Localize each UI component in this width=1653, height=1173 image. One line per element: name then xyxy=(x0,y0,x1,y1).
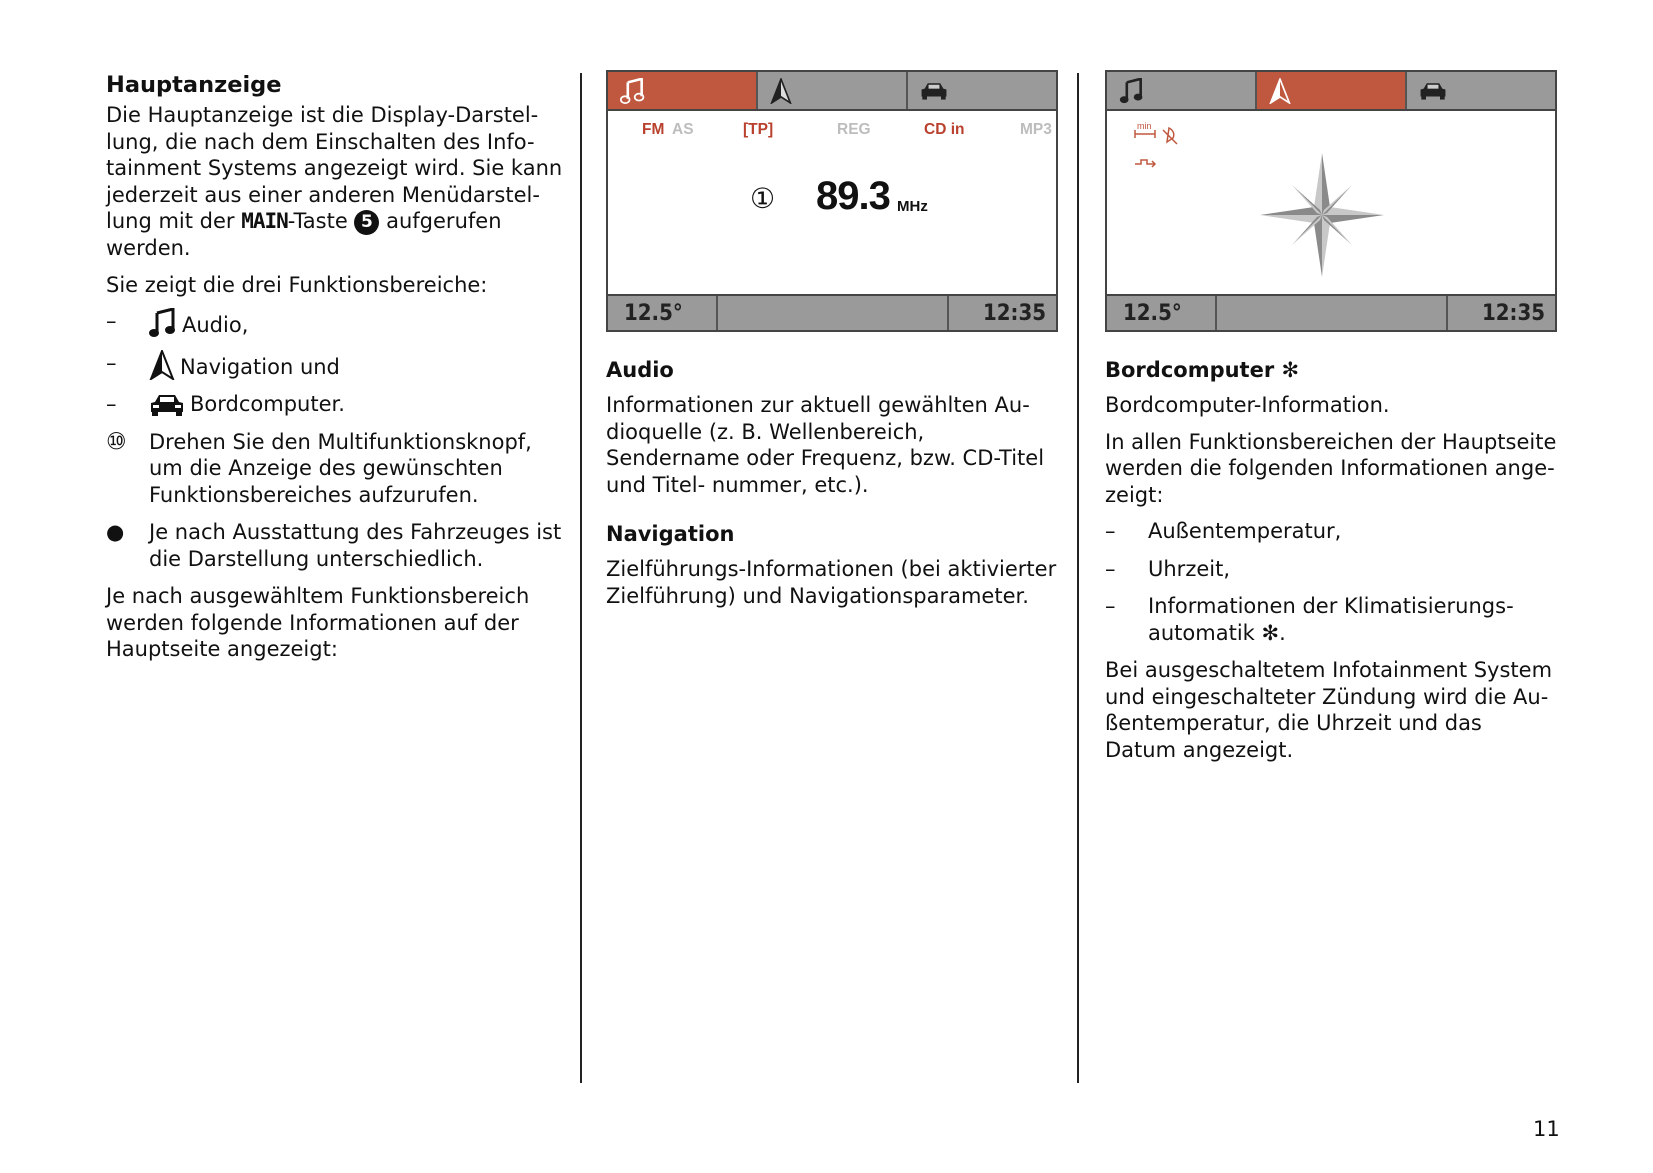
route-options-icons xyxy=(1133,120,1193,180)
tab-board-computer xyxy=(908,72,1056,109)
display-tabs xyxy=(608,72,1056,111)
navigation-arrow-icon xyxy=(149,350,175,380)
middle-column xyxy=(606,70,1060,619)
list-item-label: Bordcomputer. xyxy=(190,392,345,416)
car-icon xyxy=(1419,81,1447,101)
knob-number-marker: ⑩ xyxy=(106,428,127,455)
tab-navigation xyxy=(758,72,908,109)
shortest-route-icon xyxy=(1135,130,1155,138)
preset-number: ① xyxy=(750,182,776,215)
heading-text: Bordcomputer xyxy=(1105,358,1275,382)
car-icon xyxy=(149,393,185,417)
list-item-navigation xyxy=(106,350,566,381)
section-heading-audio: Audio xyxy=(606,358,674,382)
bullet-note-text: Je nach Ausstattung des Fahrzeuges ist die Darstellung unterschiedlich. xyxy=(149,520,562,571)
source-mp3: MP3 xyxy=(1020,121,1052,138)
left-column xyxy=(106,70,566,673)
music-note-icon xyxy=(620,78,646,104)
board-computer-paragraph: Bordcomputer-Information. xyxy=(1105,393,1390,417)
tab-navigation xyxy=(1257,72,1407,109)
section-heading-board-computer xyxy=(1105,356,1559,384)
clock: 12:35 xyxy=(982,300,1046,326)
knob-instruction-text: Drehen Sie den Multifunktionsknopf, um die Anzeige des gewünschten Funktionsbereiches aufzurufen. xyxy=(149,429,532,507)
section-heading-hauptanzeige: Hauptanzeige xyxy=(106,72,282,98)
navigation-paragraph: Zielführungs-Informationen (bei aktivierter Zielführung) und Navigationsparameter. xyxy=(606,557,1057,608)
frequency-value: 89.3 xyxy=(816,174,890,218)
status-bar xyxy=(608,294,1056,330)
page-number: 11 xyxy=(1533,1117,1560,1141)
key-number-badge: 5 xyxy=(354,210,379,235)
main-key-label: MAIN xyxy=(241,209,288,233)
list-item-clock xyxy=(1105,556,1559,583)
min-label: min xyxy=(1137,121,1152,131)
dash-marker: – xyxy=(1105,594,1116,618)
tab-audio xyxy=(1107,72,1257,109)
column-divider xyxy=(580,73,582,1083)
tab-audio xyxy=(608,72,758,109)
bullet-marker: ● xyxy=(106,520,125,544)
status-middle xyxy=(718,296,949,330)
list-item-climate xyxy=(1105,593,1559,646)
info-intro-paragraph: Je nach ausgewähltem Funktionsbereich werden folgende Informationen auf der Hauptseite angezeigt: xyxy=(106,584,530,661)
list-item-suffix: . xyxy=(1279,620,1286,645)
dash-marker: – xyxy=(106,350,117,375)
source-tp: [TP] xyxy=(743,121,774,138)
list-item-label: Außentemperatur, xyxy=(1148,519,1342,543)
display-tabs xyxy=(1107,72,1555,111)
frequency-unit: MHz xyxy=(897,198,928,215)
outside-temperature: 12.5° xyxy=(608,296,718,330)
dash-marker: – xyxy=(1105,519,1116,543)
source-fm: FM xyxy=(642,121,665,138)
asterisk-icon: ✻ xyxy=(1261,620,1280,645)
tab-board-computer xyxy=(1407,72,1555,109)
asterisk-icon: ✻ xyxy=(1281,358,1300,382)
navigation-display-illustration xyxy=(1105,70,1557,332)
ignition-paragraph: Bei ausgeschaltetem Infotainment System und eingeschalteter Zündung wird die Au- ßentemperatur, die Uhrzeit und das Datum angezeigt. xyxy=(1105,658,1553,762)
intro-text-c: aufgerufen werden. xyxy=(106,209,502,260)
source-cd-in: CD in xyxy=(924,121,965,138)
source-reg: REG xyxy=(837,121,871,138)
dash-marker: – xyxy=(106,392,117,416)
list-item-label: Informationen der Klimatisierungs- automatik xyxy=(1148,594,1514,645)
route-type-icon xyxy=(1135,160,1155,167)
source-as: AS xyxy=(672,121,694,138)
list-item-label: Uhrzeit, xyxy=(1148,556,1231,581)
list-item-audio xyxy=(106,308,566,339)
navigation-arrow-icon xyxy=(1269,78,1291,104)
no-toll-icon xyxy=(1163,128,1177,144)
list-item-label: Navigation und xyxy=(180,354,340,379)
areas-intro: Sie zeigt die drei Funktionsbereiche: xyxy=(106,272,488,297)
right-column xyxy=(1105,70,1559,773)
dash-marker: – xyxy=(106,309,117,333)
music-note-icon xyxy=(1119,78,1145,104)
main-page-info-paragraph: In allen Funktionsbereichen der Hauptseite werden die folgenden Informationen ange- zeigt: xyxy=(1105,429,1557,507)
column-divider xyxy=(1077,73,1079,1083)
list-item-label: Audio, xyxy=(182,313,249,337)
car-icon xyxy=(920,81,948,101)
clock: 12:35 xyxy=(1481,300,1545,326)
music-note-icon xyxy=(149,308,177,338)
bullet-note xyxy=(106,519,566,572)
intro-text-a: Die Hauptanzeige ist die Display-Darstel- lung, die nach dem Einschalten des Info- tainment Systems angezeigt wird. Sie kann jederzeit aus einer anderen Menüdarstel- lung mit der xyxy=(106,103,563,233)
intro-paragraph xyxy=(106,102,566,262)
status-bar xyxy=(1107,294,1555,330)
section-heading-navigation: Navigation xyxy=(606,522,735,546)
audio-paragraph: Informationen zur aktuell gewählten Au- dioquelle (z. B. Wellenbereich, Sendername oder Frequenz, bzw. CD-Titel und Titel- nummer, etc.). xyxy=(606,393,1045,497)
outside-temperature: 12.5° xyxy=(1107,296,1217,330)
status-middle xyxy=(1217,296,1448,330)
navigation-arrow-icon xyxy=(770,78,792,104)
audio-display-illustration xyxy=(606,70,1058,332)
knob-instruction xyxy=(106,429,566,509)
list-item-board-computer xyxy=(106,391,566,418)
list-item-outside-temp xyxy=(1105,518,1559,545)
compass-rose-icon xyxy=(1257,150,1387,280)
intro-text-b: -Taste xyxy=(287,209,355,233)
dash-marker: – xyxy=(1105,556,1116,581)
